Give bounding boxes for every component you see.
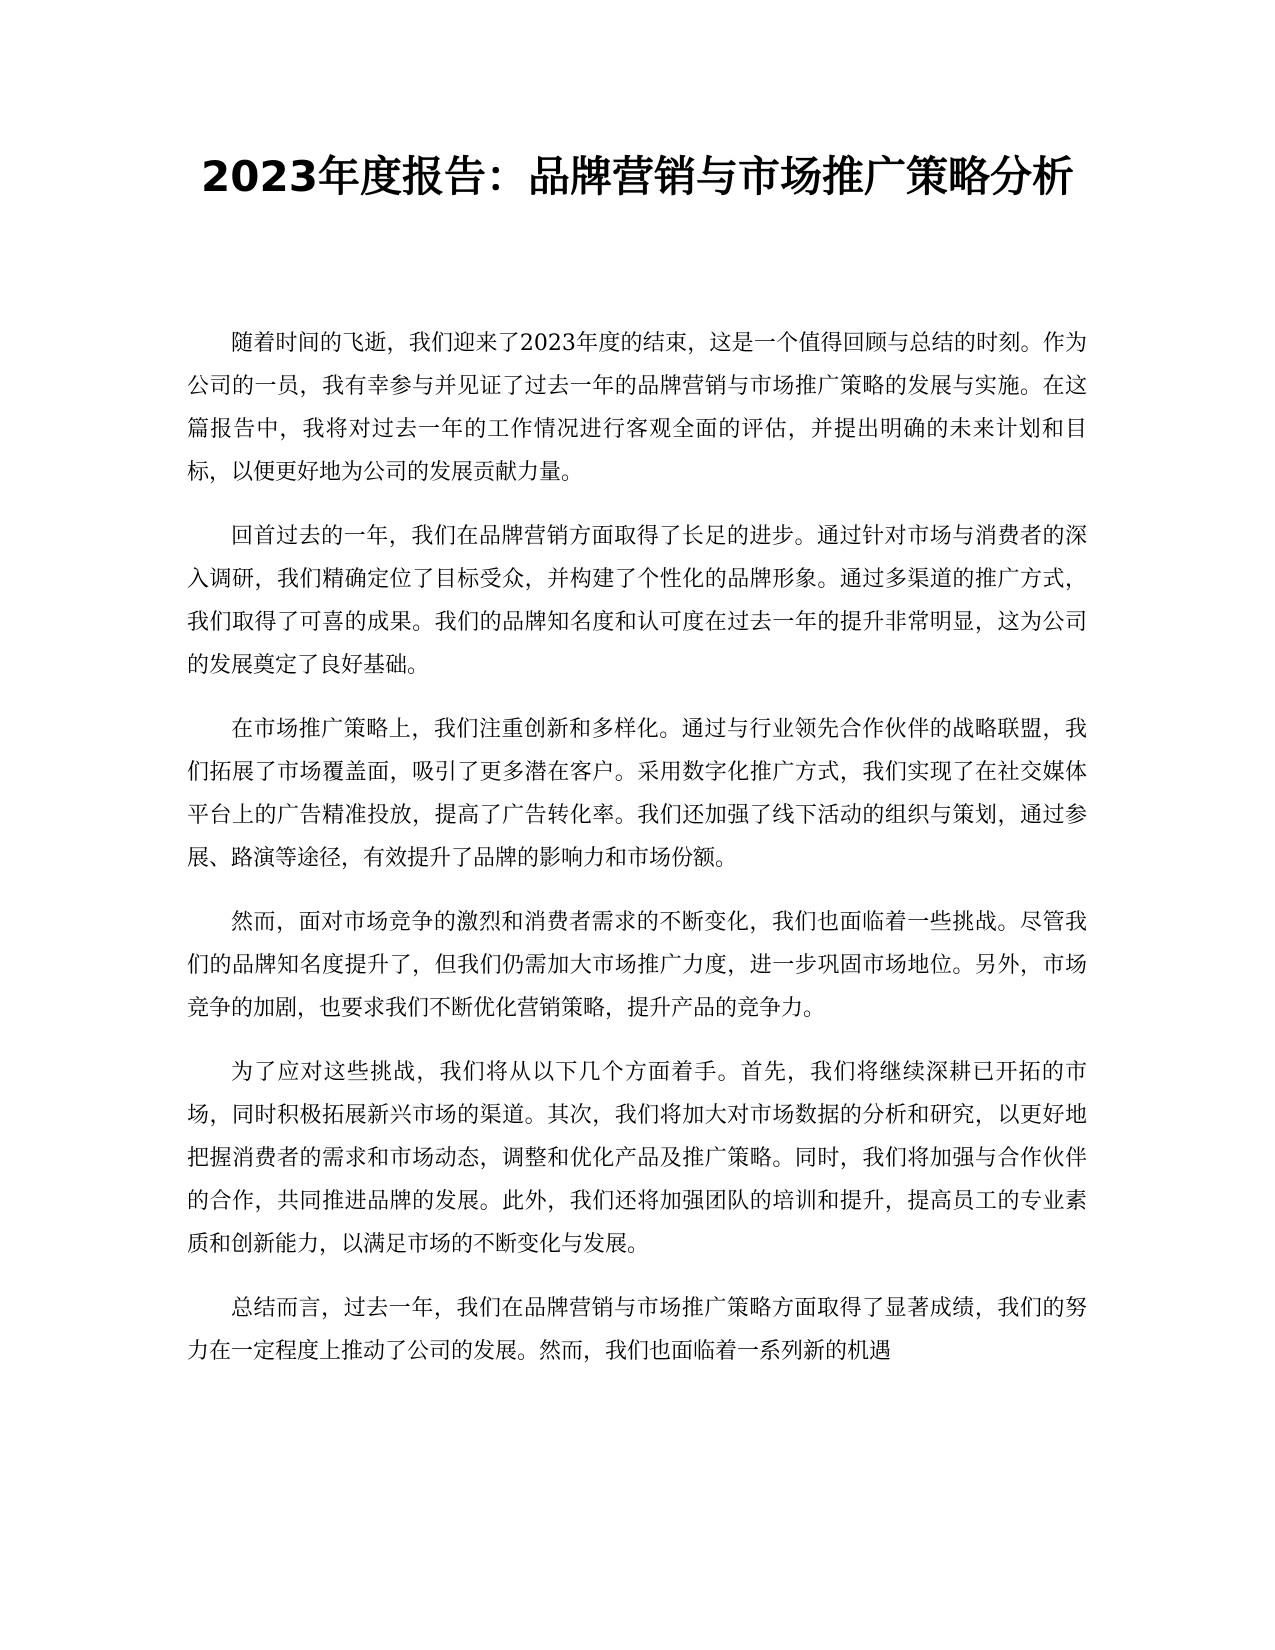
- paragraph-5: 为了应对这些挑战，我们将从以下几个方面着手。首先，我们将继续深耕已开拓的市场，同时积极拓展新兴市场的渠道。其次，我们将加大对市场数据的分析和研究，以更好地把握消费者的需求和市场动态，调整和优化产品及推广策略。同时，我们将加强与合作伙伴的合作，共同推进品牌的发展。此外，我们还将加强团队的培训和提升，提高员工的专业素质和创新能力，以满足市场的不断变化与发展。: [187, 1060, 1087, 1257]
- paragraph-6: 总结而言，过去一年，我们在品牌营销与市场推广策略方面取得了显著成绩，我们的努力在一定程度上推动了公司的发展。然而，我们也面临着一系列新的机遇: [187, 1296, 1087, 1364]
- paragraph-2: 回首过去的一年，我们在品牌营销方面取得了长足的进步。通过针对市场与消费者的深入调研，我们精确定位了目标受众，并构建了个性化的品牌形象。通过多渠道的推广方式，我们取得了可喜的成果。我们的品牌知名度和认可度在过去一年的提升非常明显，这为公司的发展奠定了良好基础。: [187, 524, 1087, 678]
- paragraph-4: 然而，面对市场竞争的激烈和消费者需求的不断变化，我们也面临着一些挑战。尽管我们的品牌知名度提升了，但我们仍需加大市场推广力度，进一步巩固市场地位。另外，市场竞争的加剧，也要求我们不断优化营销策略，提升产品的竞争力。: [187, 910, 1087, 1021]
- document-body: [187, 322, 1087, 1394]
- paragraph-3: 在市场推广策略上，我们注重创新和多样化。通过与行业领先合作伙伴的战略联盟，我们拓展了市场覆盖面，吸引了更多潜在客户。采用数字化推广方式，我们实现了在社交媒体平台上的广告精准投放，提高了广告转化率。我们还加强了线下活动的组织与策划，通过参展、路演等途径，有效提升了品牌的影响力和市场份额。: [187, 717, 1087, 871]
- document-title: 2023年度报告：品牌营销与市场推广策略分析: [201, 152, 1074, 201]
- paragraph-1: 随着时间的飞逝，我们迎来了2023年度的结束，这是一个值得回顾与总结的时刻。作为公司的一员，我有幸参与并见证了过去一年的品牌营销与市场推广策略的发展与实施。在这篇报告中，我将对过去一年的工作情况进行客观全面的评估，并提出明确的未来计划和目标，以便更好地为公司的发展贡献力量。: [187, 331, 1087, 485]
